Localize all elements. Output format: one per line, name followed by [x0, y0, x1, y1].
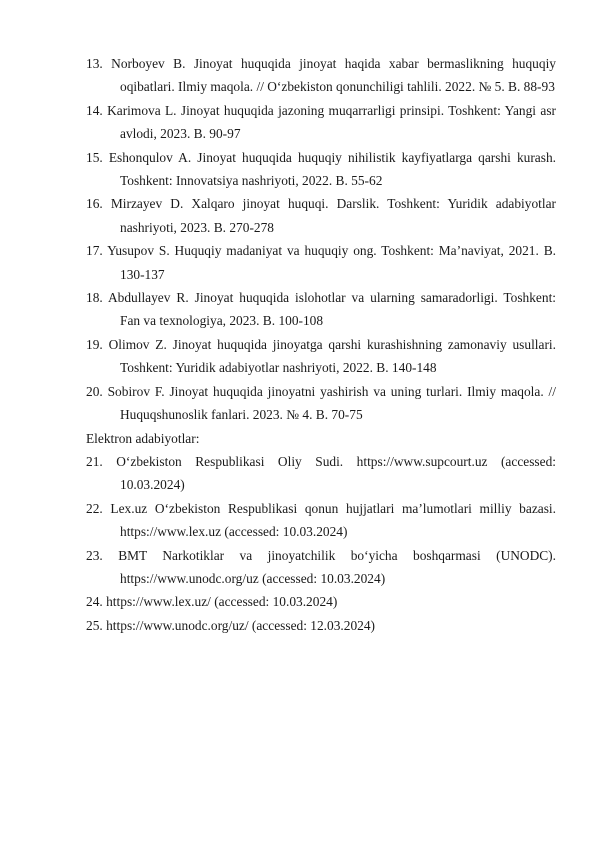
reference-number: 20.: [86, 383, 103, 399]
reference-item-15: [86, 146, 556, 193]
reference-list-page: [86, 52, 556, 637]
reference-number: 21.: [86, 453, 103, 469]
reference-text: Sobirov F. Jinoyat huquqida jinoyatni yashirish va uning turlari. Ilmiy maqola. // Huquqshunoslik fanlari. 2023. № 4. B. 70-75: [107, 383, 556, 423]
reference-number: 17.: [86, 243, 103, 259]
reference-number: 22.: [86, 500, 103, 516]
reference-number: 24.: [86, 594, 103, 610]
reference-item-21: [86, 450, 556, 497]
reference-item-23: [86, 544, 556, 591]
electronic-sources-heading: Elektron adabiyotlar:: [86, 430, 200, 446]
reference-number: 18.: [86, 290, 103, 306]
reference-text: O‘zbekiston Respublikasi Oliy Sudi. https://www.supcourt.uz (accessed: 10.03.2024): [116, 453, 556, 493]
reference-text: Mirzayev D. Xalqaro jinoyat huquqi. Darslik. Toshkent: Yuridik adabiyotlar nashriyoti, 2023. B. 270-278: [110, 196, 556, 235]
reference-text: Eshonqulov A. Jinoyat huquqida huquqiy nihilistik kayfiyatlarga qarshi kurash. Toshkent: Innovatsiya nashriyoti, 2022. B. 55-62: [108, 149, 556, 189]
reference-text: Olimov Z. Jinoyat huquqida jinoyatga qarshi kurashishning zamonaviy usullari. Toshkent: Yuridik adabiyotlar nashriyoti, 2022. B. 140-148: [108, 336, 556, 376]
reference-text: Lex.uz O‘zbekiston Respublikasi qonun hujjatlari ma’lumotlari milliy bazasi. https://www.lex.uz (accessed: 10.03.2024): [110, 500, 556, 540]
reference-text: Norboyev B. Jinoyat huquqida jinoyat haqida xabar bermaslikning huquqiy oqibatlari. Ilmiy maqola. // O‘zbekiston qonunchiligi tahlili. 2022. № 5. B. 88-93: [111, 56, 556, 95]
reference-text: Karimova L. Jinoyat huquqida jazoning muqarrarligi prinsipi. Toshkent: Yangi asr avlodi, 2023. B. 90-97: [107, 102, 556, 142]
reference-number: 15.: [86, 149, 103, 165]
reference-text: Abdullayev R. Jinoyat huquqida islohotlar va ularning samaradorligi. Toshkent: Fan va texnologiya, 2023. B. 100-108: [107, 290, 557, 329]
reference-item-18: [86, 286, 556, 333]
reference-number: 23.: [86, 547, 103, 563]
reference-number: 14.: [86, 102, 103, 118]
reference-item-24: [86, 590, 556, 613]
reference-number: 13.: [86, 56, 103, 71]
reference-item-22: [86, 497, 556, 544]
reference-item-19: [86, 333, 556, 380]
reference-text: https://www.unodc.org/uz/ (accessed: 12.03.2024): [106, 617, 375, 633]
reference-text: https://www.lex.uz/ (accessed: 10.03.2024): [106, 594, 338, 610]
reference-number: 16.: [86, 196, 103, 212]
reference-item-17: [86, 239, 556, 286]
reference-text: Yusupov S. Huquqiy madaniyat va huquqiy ong. Toshkent: Ma’naviyat, 2021. B. 130-137: [107, 243, 557, 282]
reference-number: 25.: [86, 617, 103, 633]
reference-item-16: [86, 192, 556, 239]
reference-number: 19.: [86, 336, 103, 352]
reference-text: BMT Narkotiklar va jinoyatchilik bo‘yicha boshqarmasi (UNODC). https://www.unodc.org/uz (accessed: 10.03.2024): [118, 547, 556, 586]
reference-item-25: [86, 614, 556, 637]
reference-item-20: [86, 380, 556, 427]
reference-item-14: [86, 99, 556, 146]
reference-item-13: [86, 52, 556, 99]
